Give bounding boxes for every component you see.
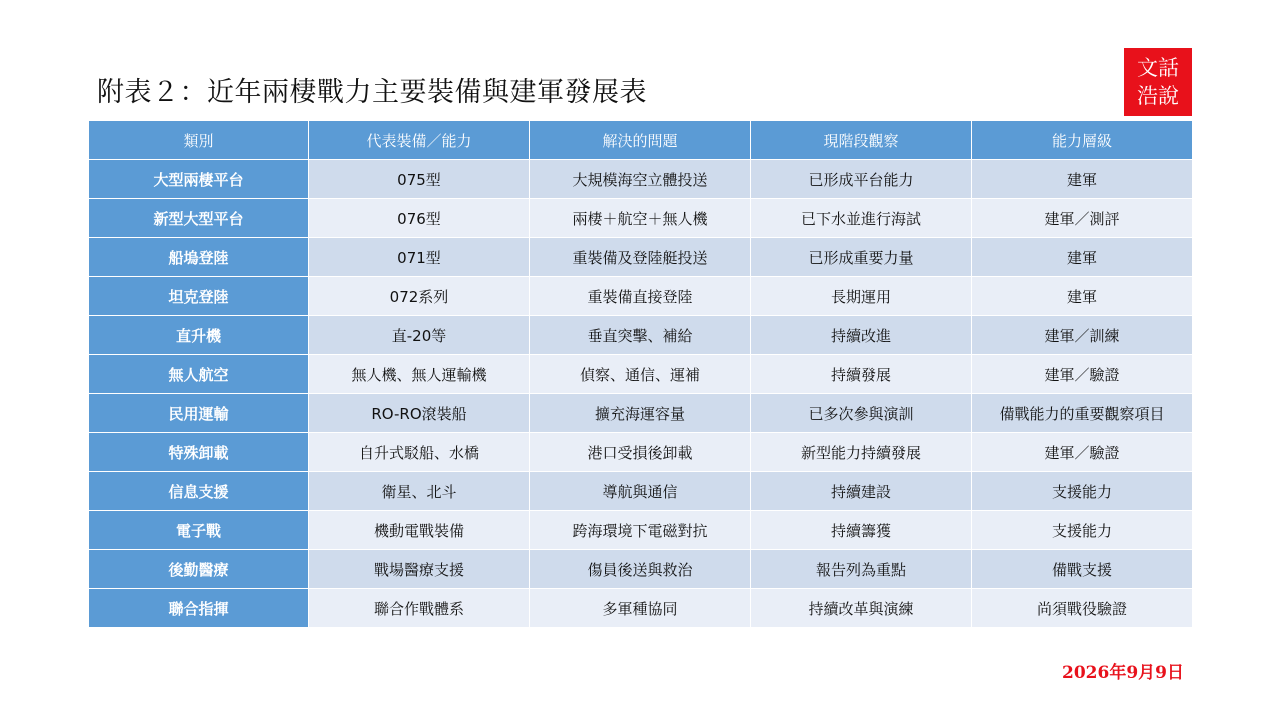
table-row — [89, 472, 1193, 511]
table-cell: 機動電戰裝備 — [309, 511, 530, 550]
table-cell: 持續改進 — [751, 316, 972, 355]
table-cell: 報告列為重點 — [751, 550, 972, 589]
table-cell: 偵察、通信、運補 — [530, 355, 751, 394]
table-cell: 持續籌獲 — [751, 511, 972, 550]
row-category-cell: 特殊卸載 — [89, 433, 309, 472]
table-cell: 建軍／訓練 — [972, 316, 1193, 355]
table-cell: 支援能力 — [972, 472, 1193, 511]
table-cell: 尚須戰役驗證 — [972, 589, 1193, 628]
table-row — [89, 238, 1193, 277]
header-observation: 現階段觀察 — [751, 121, 972, 160]
row-category-cell: 聯合指揮 — [89, 589, 309, 628]
table-cell: 建軍 — [972, 238, 1193, 277]
row-category-cell: 直升機 — [89, 316, 309, 355]
date-label: 2026年9月9日 — [1062, 663, 1184, 683]
table-cell: 傷員後送與救治 — [530, 550, 751, 589]
table-cell: 戰場醫療支援 — [309, 550, 530, 589]
table-cell: 075型 — [309, 160, 530, 199]
table-row — [89, 277, 1193, 316]
table-cell: 備戰能力的重要觀察項目 — [972, 394, 1193, 433]
table-cell: 建軍／驗證 — [972, 355, 1193, 394]
table-cell: 持續改革與演練 — [751, 589, 972, 628]
table-cell: 072系列 — [309, 277, 530, 316]
table-cell: 已形成平台能力 — [751, 160, 972, 199]
table-row — [89, 511, 1193, 550]
equipment-table — [88, 120, 1193, 628]
table-cell: 備戰支援 — [972, 550, 1193, 589]
table-row — [89, 394, 1193, 433]
logo-line-1: 文話 — [1137, 56, 1179, 80]
row-category-cell: 坦克登陸 — [89, 277, 309, 316]
table-cell: 垂直突擊、補給 — [530, 316, 751, 355]
row-category-cell: 民用運輸 — [89, 394, 309, 433]
table-cell: 已下水並進行海試 — [751, 199, 972, 238]
table-cell: 已形成重要力量 — [751, 238, 972, 277]
table-cell: 建軍 — [972, 277, 1193, 316]
row-category-cell: 信息支援 — [89, 472, 309, 511]
table-cell: 076型 — [309, 199, 530, 238]
header-problem: 解決的問題 — [530, 121, 751, 160]
row-category-cell: 無人航空 — [89, 355, 309, 394]
table-cell: 自升式駁船、水橋 — [309, 433, 530, 472]
table-cell: 建軍 — [972, 160, 1193, 199]
table-cell: 支援能力 — [972, 511, 1193, 550]
table-row — [89, 355, 1193, 394]
table-cell: 直-20等 — [309, 316, 530, 355]
row-category-cell: 新型大型平台 — [89, 199, 309, 238]
table-cell: 已多次參與演訓 — [751, 394, 972, 433]
table-cell: 建軍／測評 — [972, 199, 1193, 238]
table-header-row — [89, 121, 1193, 160]
table-cell: 長期運用 — [751, 277, 972, 316]
table-cell: 重裝備直接登陸 — [530, 277, 751, 316]
table-row — [89, 160, 1193, 199]
table-cell: 擴充海運容量 — [530, 394, 751, 433]
row-category-cell: 船塢登陸 — [89, 238, 309, 277]
header-equipment: 代表裝備／能力 — [309, 121, 530, 160]
table-row — [89, 199, 1193, 238]
table-row — [89, 433, 1193, 472]
table-cell: 持續發展 — [751, 355, 972, 394]
logo-line-2: 浩說 — [1137, 84, 1179, 108]
table-cell: 大規模海空立體投送 — [530, 160, 751, 199]
table-cell: 導航與通信 — [530, 472, 751, 511]
header-category: 類別 — [89, 121, 309, 160]
brand-logo — [1124, 48, 1192, 116]
row-category-cell: 大型兩棲平台 — [89, 160, 309, 199]
table-cell: 重裝備及登陸艇投送 — [530, 238, 751, 277]
table-row — [89, 550, 1193, 589]
table-cell: 多軍種協同 — [530, 589, 751, 628]
page-title: 附表２：近年兩棲戰力主要裝備與建軍發展表 — [97, 77, 647, 108]
row-category-cell: 後勤醫療 — [89, 550, 309, 589]
table-cell: 港口受損後卸載 — [530, 433, 751, 472]
table-row — [89, 589, 1193, 628]
table-cell: 建軍／驗證 — [972, 433, 1193, 472]
table-row — [89, 316, 1193, 355]
header-level: 能力層級 — [972, 121, 1193, 160]
row-category-cell: 電子戰 — [89, 511, 309, 550]
table-cell: RO-RO滾裝船 — [309, 394, 530, 433]
table-cell: 聯合作戰體系 — [309, 589, 530, 628]
table-cell: 無人機、無人運輸機 — [309, 355, 530, 394]
table-cell: 兩棲＋航空＋無人機 — [530, 199, 751, 238]
table-cell: 持續建設 — [751, 472, 972, 511]
table-cell: 衛星、北斗 — [309, 472, 530, 511]
table-cell: 新型能力持續發展 — [751, 433, 972, 472]
table-cell: 跨海環境下電磁對抗 — [530, 511, 751, 550]
table-cell: 071型 — [309, 238, 530, 277]
